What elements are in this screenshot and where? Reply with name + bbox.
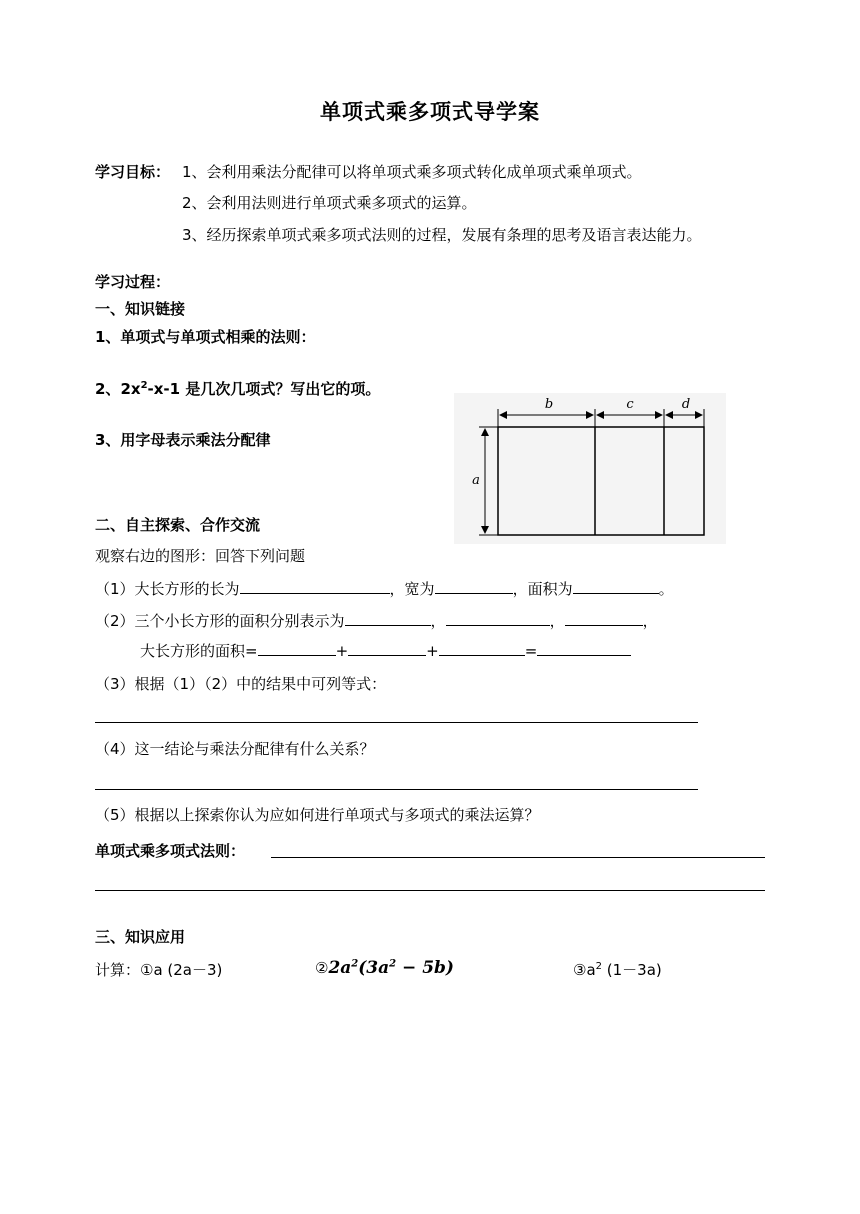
width-blank[interactable] — [435, 578, 513, 594]
answer-line-q3[interactable] — [95, 722, 698, 723]
big-rectangle — [498, 427, 704, 535]
plus-1: + — [335, 642, 349, 660]
sum-blank-1[interactable] — [258, 640, 336, 656]
area-blank[interactable] — [573, 578, 659, 594]
q1-length-text: （1）大长方形的长为 — [95, 580, 240, 598]
sum-result-blank[interactable] — [537, 640, 631, 656]
p3-exponent: 2 — [595, 961, 603, 972]
section1-q3: 3、用字母表示乘法分配律 — [95, 431, 271, 449]
rectangle-diagram — [454, 393, 726, 544]
equals-sign: = — [524, 642, 538, 660]
q2-suffix: 是几次几项式？写出它的项。 — [180, 380, 381, 398]
q2-sep-1: ， — [430, 612, 446, 630]
answer-line-q4[interactable] — [95, 789, 698, 790]
p2-exponent-1: 2 — [351, 958, 359, 970]
section2-q4: （4）这一结论与乘法分配律有什么关系？ — [95, 740, 375, 758]
p3-term-a: ③a — [573, 961, 596, 979]
rule-answer-line-1[interactable] — [271, 857, 765, 858]
sum-blank-2[interactable] — [348, 640, 426, 656]
problem-2-number: ② — [315, 959, 329, 977]
objectives-label: 学习目标： — [95, 163, 171, 181]
q1-area-text: ，面积为 — [512, 580, 573, 598]
small-area-blank-3[interactable] — [565, 610, 643, 626]
problem-2 — [315, 958, 454, 978]
process-label: 学习过程： — [95, 273, 171, 291]
big-area-text: 大长方形的面积= — [140, 642, 258, 660]
section2-heading: 二、自主探索、合作交流 — [95, 516, 261, 534]
q1-end: 。 — [658, 580, 674, 598]
section2-q2-line2 — [140, 640, 631, 661]
objective-1: 1、会利用乘法分配律可以将单项式乘多项式转化成单项式乘单项式。 — [182, 163, 642, 181]
rule-answer-line-2[interactable] — [95, 890, 765, 891]
label-a: a — [472, 473, 480, 488]
q2-expr: 2x — [120, 380, 141, 398]
rule-label: 单项式乘多项式法则： — [95, 842, 246, 860]
p2-term-a: 2a — [328, 958, 352, 978]
plus-2: + — [426, 642, 439, 660]
q2-text: （2）三个小长方形的面积分别表示为 — [95, 612, 345, 630]
q2-end: ， — [642, 612, 658, 630]
section2-q3: （3）根据（1）（2）中的结果中可列等式： — [95, 675, 387, 693]
objective-2: 2、会利用法则进行单项式乘多项式的运算。 — [182, 194, 477, 212]
q1-width-text: ，宽为 — [389, 580, 435, 598]
q2-sep-2: ， — [549, 612, 565, 630]
section2-q2 — [95, 610, 658, 631]
problem-1: ①a (2a－3) — [140, 961, 223, 979]
small-area-blank-1[interactable] — [345, 610, 431, 626]
rectangle-diagram-svg — [454, 393, 726, 544]
p2-exponent-2: 2 — [389, 958, 397, 970]
section3-heading: 三、知识应用 — [95, 928, 186, 946]
section1-q1: 1、单项式与单项式相乘的法则： — [95, 328, 316, 346]
section1-heading: 一、知识链接 — [95, 300, 186, 318]
problem-3 — [573, 960, 662, 980]
q2-prefix: 2、 — [95, 380, 121, 398]
q2-exponent: 2 — [140, 380, 148, 391]
q2-expr-rest: -x-1 — [147, 380, 181, 398]
label-b: b — [544, 397, 554, 412]
problem-2-expression — [328, 958, 454, 978]
section2-intro: 观察右边的图形：回答下列问题 — [95, 547, 306, 565]
label-c: c — [626, 397, 634, 412]
small-area-blank-2[interactable] — [446, 610, 550, 626]
page-title: 单项式乘多项式导学案 — [320, 100, 540, 124]
calc-label: 计算： — [95, 961, 141, 979]
section2-q1 — [95, 578, 674, 599]
p3-term-b: (1－3a) — [602, 961, 662, 979]
section2-q5: （5）根据以上探索你认为应如何进行单项式与多项式的乘法运算？ — [95, 806, 540, 824]
sum-blank-3[interactable] — [439, 640, 525, 656]
label-d: d — [681, 397, 691, 412]
p2-term-b: (3a — [358, 958, 390, 978]
section1-q2 — [95, 379, 380, 399]
objective-3: 3、经历探索单项式乘多项式法则的过程，发展有条理的思考及语言表达能力。 — [182, 226, 702, 244]
p2-term-c: − 5b) — [396, 958, 454, 978]
length-blank[interactable] — [240, 578, 390, 594]
